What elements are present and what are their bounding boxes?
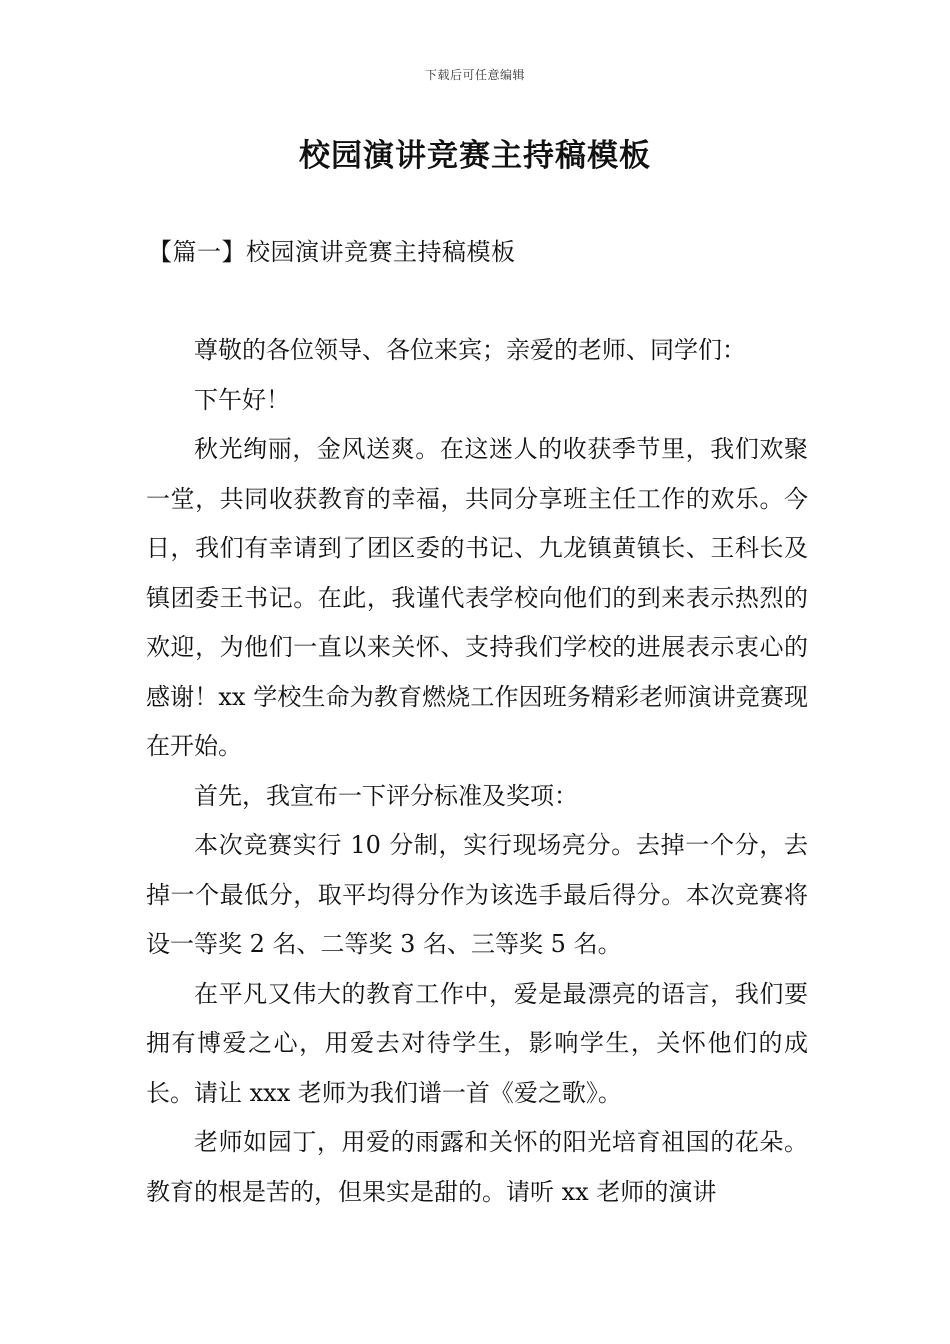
document-title: 校园演讲竞赛主持稿模板 (299, 138, 651, 174)
document-body (146, 326, 808, 1217)
paragraph-rules: 本次竞赛实行 10 分制，实行现场亮分。去掉一个分，去掉一个最低分，取平均得分作为该选手最后得分。本次竞赛将设一等奖 2 名、二等奖 3 名、三等奖 5 名。 (146, 831, 808, 958)
paragraph-rules-intro: 首先，我宣布一下评分标准及奖项： (194, 781, 578, 810)
paragraph-love: 在平凡又伟大的教育工作中，爱是最漂亮的语言，我们要拥有博爱之心，用爱去对待学生，影响学生，关怀他们的成长。请让 xxx 老师为我们谱一首《爱之歌》。 (146, 979, 808, 1107)
paragraph-salutation: 下午好！ (194, 385, 290, 414)
paragraph-gardener: 老师如园丁，用爱的雨露和关怀的阳光培育祖国的花朵。教育的根是苦的，但果实是甜的。请听 xx 老师的演讲 (146, 1128, 808, 1206)
header-note: 下载后可任意编辑 (424, 68, 525, 82)
paragraph-greeting: 尊敬的各位领导、各位来宾；亲爱的老师、同学们： (194, 336, 746, 364)
section-heading: 【篇一】校园演讲竞赛主持稿模板 (148, 238, 516, 266)
paragraph-opening: 秋光绚丽，金风送爽。在这迷人的收获季节里，我们欢聚一堂，共同收获教育的幸福，共同分享班主任工作的欢乐。今日，我们有幸请到了团区委的书记、九龙镇黄镇长、王科长及镇团委王书记。在此，我谨代表学校向他们的到来表示热烈的欢迎，为他们一直以来关怀、支持我们学校的进展表示衷心的感谢！xx 学校生命为教育燃烧工作因班务精彩老师演讲竞赛现在开始。 (146, 435, 808, 760)
